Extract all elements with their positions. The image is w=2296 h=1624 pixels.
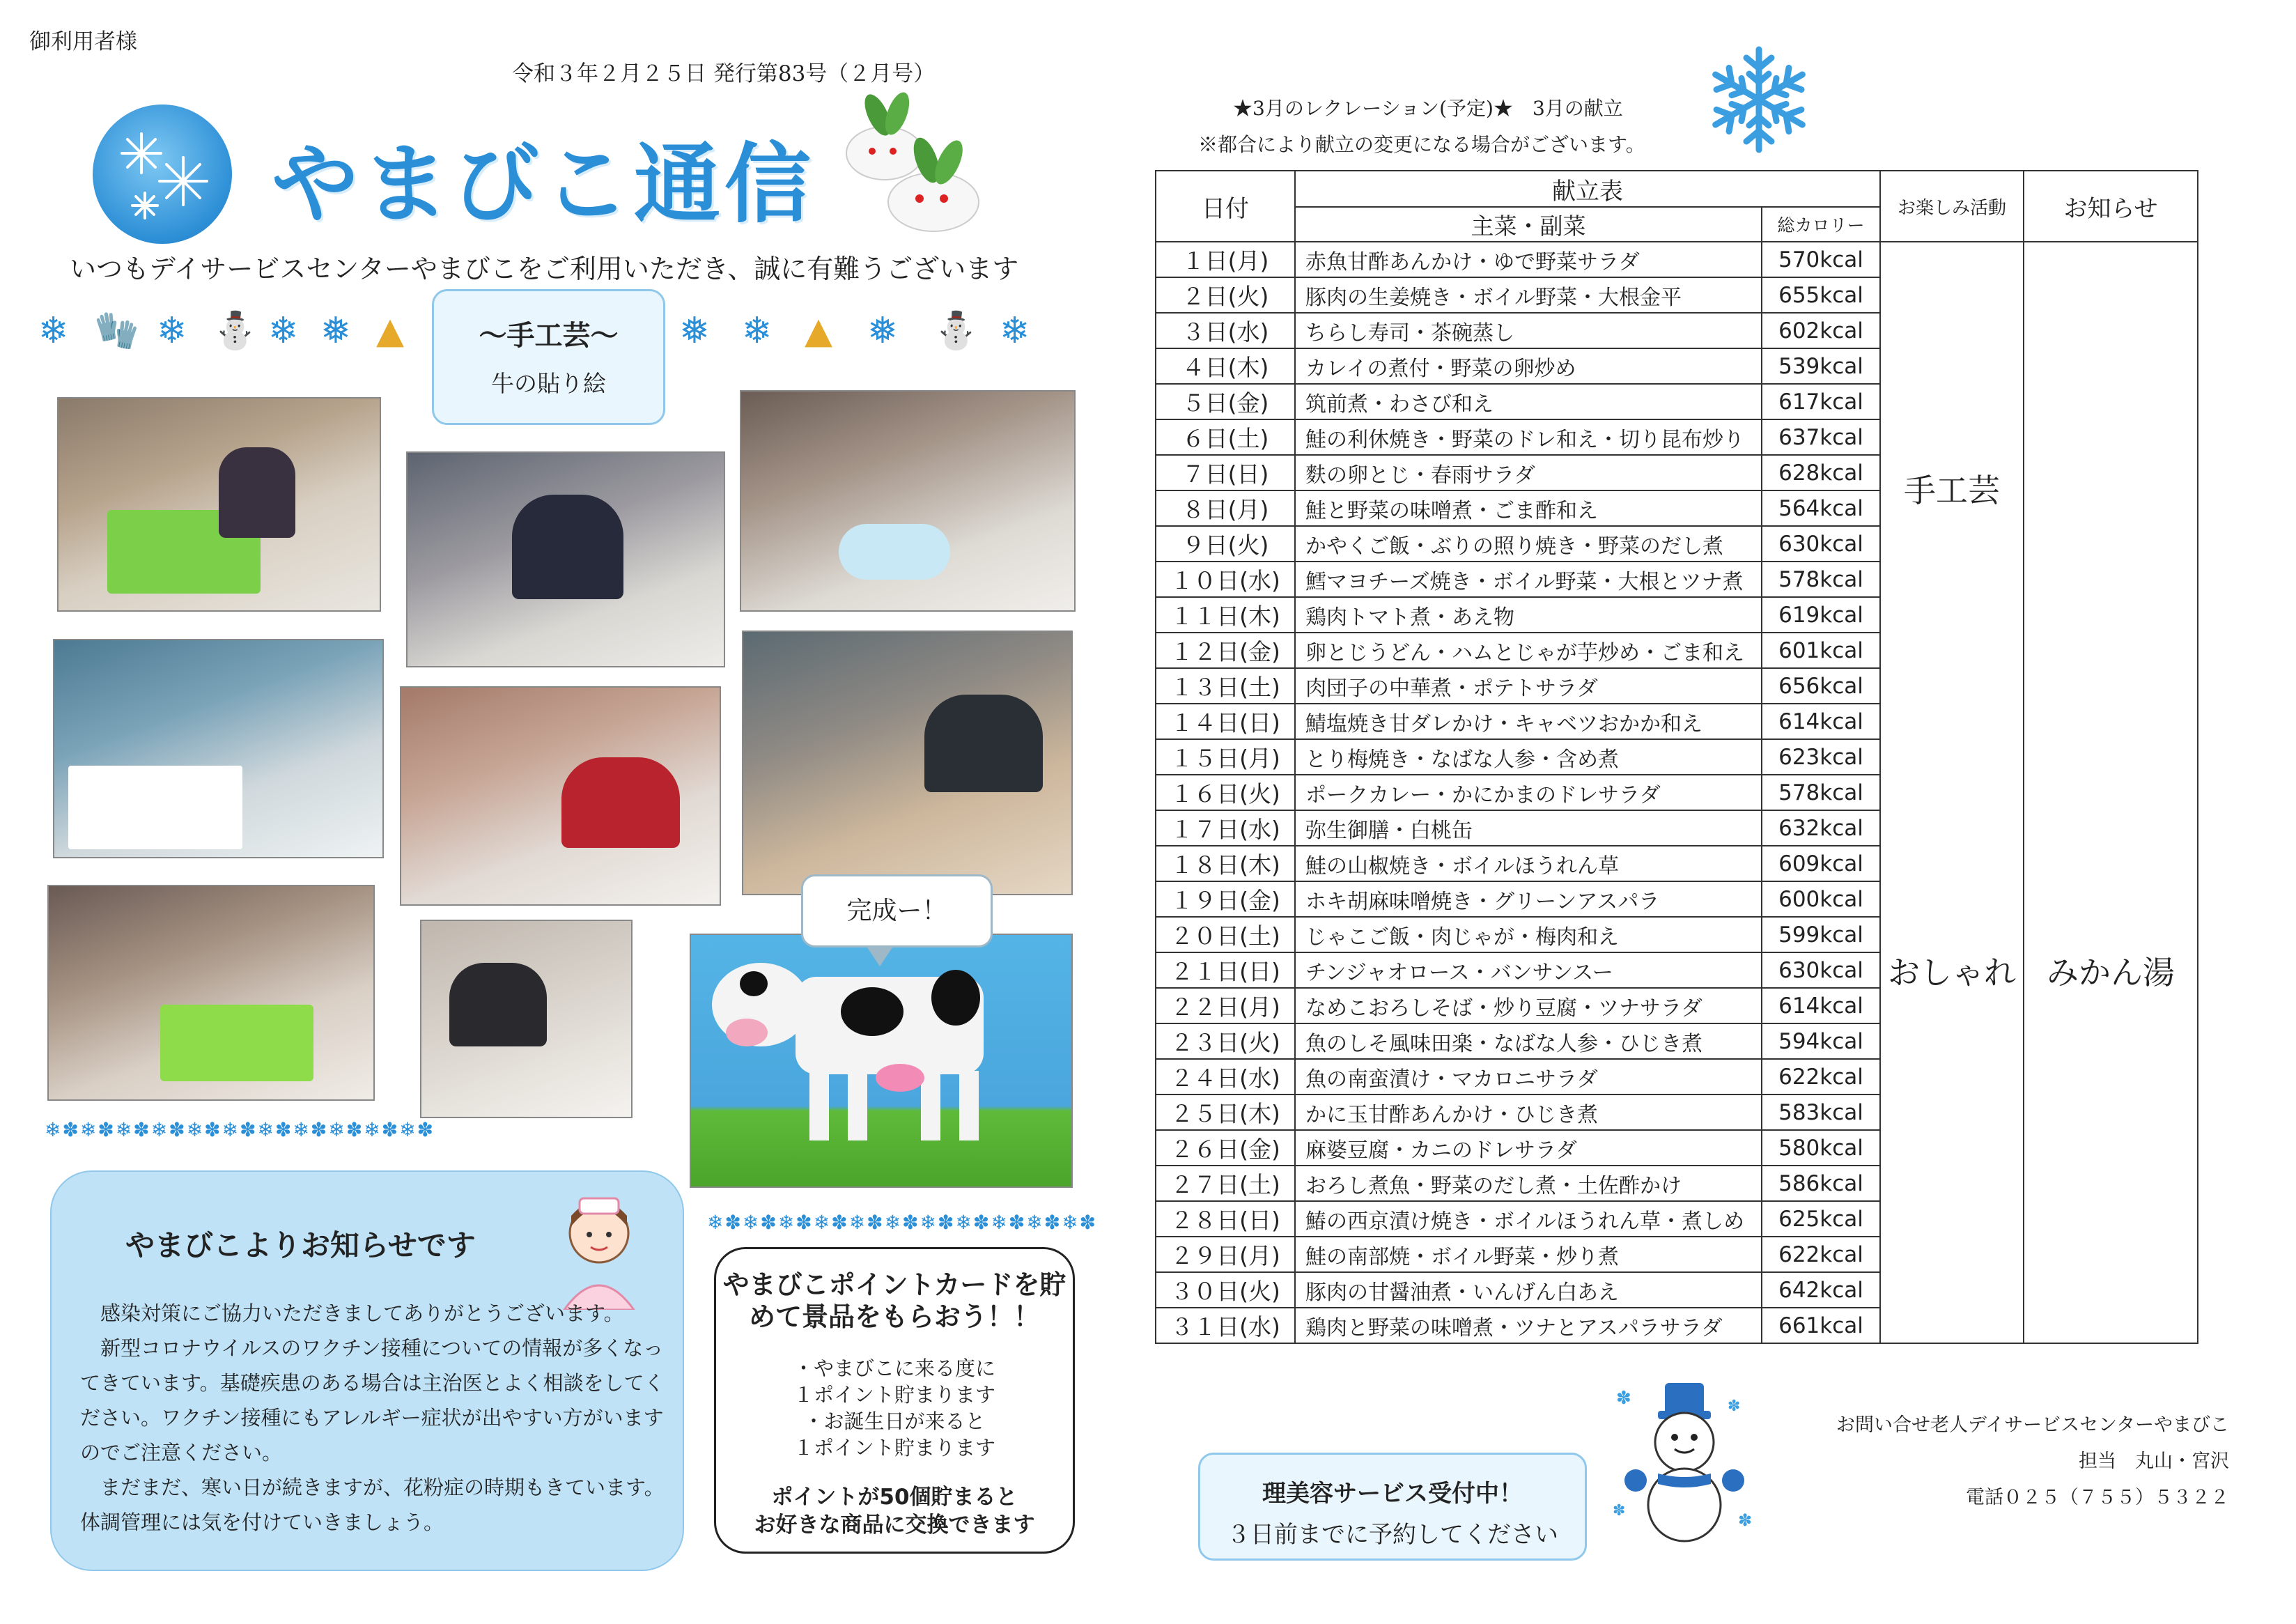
menu-dish: 鮭の南部焼・ボイル野菜・炒り煮 <box>1295 1237 1762 1272</box>
menu-date: １４日(日) <box>1156 704 1295 739</box>
menu-change-note: ※都合により献立の変更になる場合がございます。 <box>1198 133 1645 156</box>
calorie-header: 総カロリー <box>1762 207 1880 242</box>
completion-bubble: 完成ー！ <box>801 874 993 948</box>
activity-craft: 手工芸 <box>1904 472 2000 509</box>
menu-date: ２１日(日) <box>1156 952 1295 988</box>
menu-dish: 魚の南蛮漬け・マカロニサラダ <box>1295 1059 1762 1095</box>
points-card-footer-line: ポイントが50個貯まると <box>771 1485 1018 1510</box>
menu-calories: 614kcal <box>1762 988 1880 1023</box>
menu-body <box>1156 242 2198 1343</box>
menu-dish: 魚のしそ風味田楽・なばな人参・ひじき煮 <box>1295 1023 1762 1059</box>
svg-text:✽: ✽ <box>1613 1502 1626 1519</box>
craft-label-box <box>432 289 665 425</box>
contact-line: 電話０２５（７５５）５３２２ <box>1966 1487 2229 1508</box>
recipient-label: 御利用者様 <box>29 29 137 54</box>
activity-photo <box>53 639 384 858</box>
menu-date: １０日(水) <box>1156 562 1295 597</box>
menu-date: １７日(水) <box>1156 810 1295 846</box>
menu-dish: 鶏肉トマト煮・あえ物 <box>1295 597 1762 633</box>
menu-dish: かやくご飯・ぶりの照り焼き・野菜のだし煮 <box>1295 526 1762 562</box>
menu-dish: 豚肉の甘醤油煮・いんげん白あえ <box>1295 1272 1762 1308</box>
recreation-heading: ★3月のレクレーション(予定)★ 3月の献立 <box>1233 97 1623 120</box>
menu-dish: なめこおろしそば・炒り豆腐・ツナサラダ <box>1295 988 1762 1023</box>
menu-date: ８日(月) <box>1156 490 1295 526</box>
activity-photo <box>742 631 1073 895</box>
menu-calories: 619kcal <box>1762 597 1880 633</box>
menu-calories: 586kcal <box>1762 1166 1880 1201</box>
menu-date: ２５日(木) <box>1156 1095 1295 1130</box>
craft-title: ～手工芸～ <box>479 320 619 352</box>
menu-calories: 637kcal <box>1762 419 1880 455</box>
points-card-line: １ポイント貯まります <box>793 1383 995 1407</box>
menu-dish: 筑前煮・わさび和え <box>1295 384 1762 419</box>
menu-calories: 583kcal <box>1762 1095 1880 1130</box>
menu-calories: 601kcal <box>1762 633 1880 668</box>
menu-dish: 鶏肉と野菜の味噌煮・ツナとアスパラサラダ <box>1295 1308 1762 1343</box>
menu-date: １６日(火) <box>1156 775 1295 810</box>
menu-date: １９日(金) <box>1156 881 1295 917</box>
points-card-title: やまびこポイントカードを貯めて景品をもらおう！！ <box>722 1269 1066 1332</box>
activity-photo <box>740 390 1076 612</box>
menu-dish: 卵とじうどん・ハムとじゃが芋炒め・ごま和え <box>1295 633 1762 668</box>
activity-column <box>1880 242 2024 1343</box>
menu-dish: チンジャオロース・バンサンスー <box>1295 952 1762 988</box>
menu-dish: ホキ胡麻味噌焼き・グリーンアスパラ <box>1295 881 1762 917</box>
menu-calories: 539kcal <box>1762 348 1880 384</box>
menu-dish: 鮭の利休焼き・野菜のドレ和え・切り昆布炒り <box>1295 419 1762 455</box>
snowflake-divider: ❄✽❄✽❄✽❄✽❄✽❄✽❄✽❄✽❄✽❄✽❄✽ <box>45 1118 435 1141</box>
menu-date: ２４日(水) <box>1156 1059 1295 1095</box>
menu-calories: 602kcal <box>1762 313 1880 348</box>
menu-dish: ちらし寿司・茶碗蒸し <box>1295 313 1762 348</box>
snowman-icon: ⛄ <box>212 310 258 352</box>
svg-text:✽: ✽ <box>1738 1510 1753 1530</box>
notice-body <box>80 1296 665 1540</box>
snowflake-circle-icon <box>93 105 232 244</box>
points-card-box <box>714 1247 1075 1554</box>
menu-dish: 豚肉の生姜焼き・ボイル野菜・大根金平 <box>1295 277 1762 313</box>
menu-calories: 655kcal <box>1762 277 1880 313</box>
salon-service-box <box>1198 1453 1587 1561</box>
notice-paragraph: 感染対策にご協力いただきましてありがとうございます。 <box>100 1301 624 1325</box>
points-card-footer <box>716 1483 1073 1539</box>
menu-calories: 622kcal <box>1762 1059 1880 1095</box>
menu-date: ２日(火) <box>1156 277 1295 313</box>
menu-calories: 628kcal <box>1762 455 1880 490</box>
svg-text:✽: ✽ <box>1616 1388 1631 1409</box>
activity-fashion: おしゃれ <box>1888 954 2016 991</box>
knit-hat-icon: ▲ <box>376 310 404 352</box>
points-card-body <box>716 1355 1073 1461</box>
activity-photo <box>406 451 725 667</box>
menu-calories: 656kcal <box>1762 668 1880 704</box>
menu-date: ３日(水) <box>1156 313 1295 348</box>
menu-calories: 599kcal <box>1762 917 1880 952</box>
salon-line: ３日前までに予約してください <box>1227 1521 1558 1549</box>
menu-date: １８日(木) <box>1156 846 1295 881</box>
points-card-line: １ポイント貯まります <box>793 1436 995 1460</box>
points-card-line: ・やまびこに来る度に <box>793 1356 995 1380</box>
menu-header: 献立表 <box>1295 171 1880 207</box>
tagline: いつもデイサービスセンターやまびこをご利用いただき、誠に有難うございます <box>70 254 1019 284</box>
menu-calories: 623kcal <box>1762 739 1880 775</box>
contact-line: 担当 丸山・宮沢 <box>2079 1451 2229 1472</box>
menu-dish: 鯖塩焼き甘ダレかけ・キャベツおかか和え <box>1295 704 1762 739</box>
menu-calories: 578kcal <box>1762 562 1880 597</box>
points-card-line: ・お誕生日が来ると <box>803 1409 986 1433</box>
craft-subtitle: 牛の貼り絵 <box>491 370 606 397</box>
points-card-footer-line: お好きな商品に交換できます <box>754 1513 1035 1538</box>
svg-text:✽: ✽ <box>1728 1398 1741 1415</box>
menu-calories: 614kcal <box>1762 704 1880 739</box>
info-column <box>2024 242 2198 1343</box>
snowflake-icon: ❄ <box>1000 310 1030 352</box>
menu-calories: 625kcal <box>1762 1201 1880 1237</box>
snowman-icon: ⛄ <box>933 310 979 352</box>
menu-calories: 661kcal <box>1762 1308 1880 1343</box>
menu-dish: 弥生御膳・白桃缶 <box>1295 810 1762 846</box>
info-mikan-bath: みかん湯 <box>2047 954 2175 991</box>
contact-info <box>1790 1407 2229 1516</box>
menu-calories: 570kcal <box>1762 242 1880 277</box>
snowflake-icon: ❅ <box>320 310 351 352</box>
menu-date: ７日(日) <box>1156 455 1295 490</box>
notice-paragraph: まだまだ、寒い日が続きますが、花粉症の時期もきています。体調管理には気を付けていきましょう。 <box>80 1476 665 1534</box>
snowflake-divider: ❄✽❄✽❄✽❄✽❄✽❄✽❄✽❄✽❄✽❄✽❄✽ <box>707 1211 1098 1234</box>
menu-dish: 鰆の西京漬け焼き・ボイルほうれん草・煮しめ <box>1295 1201 1762 1237</box>
menu-dish: 鮭と野菜の味噌煮・ごま酢和え <box>1295 490 1762 526</box>
menu-date: ２０日(土) <box>1156 917 1295 952</box>
info-header: お知らせ <box>2024 171 2198 242</box>
menu-dish: 肉団子の中華煮・ポテトサラダ <box>1295 668 1762 704</box>
snowflake-icon: ❄ <box>38 310 69 352</box>
menu-row <box>1156 242 2198 277</box>
knit-hat-icon: ▲ <box>805 310 832 352</box>
menu-dish: とり梅焼き・なばな人参・含め煮 <box>1295 739 1762 775</box>
menu-date: ２９日(月) <box>1156 1237 1295 1272</box>
menu-dish: 赤魚甘酢あんかけ・ゆで野菜サラダ <box>1295 242 1762 277</box>
snowflake-icon: ❄ <box>268 310 299 352</box>
menu-calories: 609kcal <box>1762 846 1880 881</box>
menu-date: ２６日(金) <box>1156 1130 1295 1166</box>
menu-calories: 564kcal <box>1762 490 1880 526</box>
menu-dish: 麻婆豆腐・カニのドレサラダ <box>1295 1130 1762 1166</box>
menu-dish: 麩の卵とじ・春雨サラダ <box>1295 455 1762 490</box>
menu-dish: 鱈マヨチーズ焼き・ボイル野菜・大根とツナ煮 <box>1295 562 1762 597</box>
newsletter-title: やまびこ通信 <box>272 134 816 235</box>
issue-info: 令和３年２月２５日 発行第83号（２月号） <box>512 61 936 86</box>
notice-paragraph: 新型コロナウイルスのワクチン接種についての情報が多くなってきています。基礎疾患のある場合は主治医とよく相談をしてください。ワクチン接種にもアレルギー症状が出やすい方がいますのでご注意ください。 <box>80 1336 665 1464</box>
date-header: 日付 <box>1156 171 1295 242</box>
snowflake-icon: ❅ <box>867 310 898 352</box>
menu-dish: 鮭の山椒焼き・ボイルほうれん草 <box>1295 846 1762 881</box>
mitten-icon: 🧤 <box>94 310 139 352</box>
notice-title: やまびこよりお知らせです <box>125 1228 476 1262</box>
menu-date: ３１日(水) <box>1156 1308 1295 1343</box>
activity-photo <box>57 397 381 612</box>
menu-calories: 622kcal <box>1762 1237 1880 1272</box>
menu-calories: 594kcal <box>1762 1023 1880 1059</box>
snowflake-icon: ❄ <box>742 310 773 352</box>
menu-date: ２７日(土) <box>1156 1166 1295 1201</box>
activity-photo <box>400 686 721 906</box>
menu-date: ２８日(日) <box>1156 1201 1295 1237</box>
menu-date: ９日(火) <box>1156 526 1295 562</box>
menu-calories: 617kcal <box>1762 384 1880 419</box>
nurse-icon <box>543 1184 655 1310</box>
menu-date: １日(月) <box>1156 242 1295 277</box>
menu-calories: 642kcal <box>1762 1272 1880 1308</box>
menu-dish: ポークカレー・かにかまのドレサラダ <box>1295 775 1762 810</box>
menu-date: １５日(月) <box>1156 739 1295 775</box>
activity-photo <box>420 920 633 1118</box>
menu-calories: 600kcal <box>1762 881 1880 917</box>
snowflake-icon: ❅ <box>679 310 710 352</box>
menu-date: １３日(土) <box>1156 668 1295 704</box>
menu-calories: 632kcal <box>1762 810 1880 846</box>
menu-date: ５日(金) <box>1156 384 1295 419</box>
menu-dish: おろし煮魚・野菜のだし煮・土佐酢かけ <box>1295 1166 1762 1201</box>
main-dish-header: 主菜・副菜 <box>1295 207 1762 242</box>
menu-date: ３０日(火) <box>1156 1272 1295 1308</box>
menu-calories: 578kcal <box>1762 775 1880 810</box>
menu-calories: 580kcal <box>1762 1130 1880 1166</box>
menu-date: １２日(金) <box>1156 633 1295 668</box>
menu-dish: カレイの煮付・野菜の卵炒め <box>1295 348 1762 384</box>
menu-calories: 630kcal <box>1762 952 1880 988</box>
contact-line: お問い合せ老人デイサービスセンターやまびこ <box>1836 1414 2229 1436</box>
menu-dish: かに玉甘酢あんかけ・ひじき煮 <box>1295 1095 1762 1130</box>
snowman-icon <box>1609 1376 1762 1543</box>
menu-table <box>1155 170 2198 1344</box>
menu-date: ２２日(月) <box>1156 988 1295 1023</box>
activity-header: お楽しみ活動 <box>1880 171 2024 242</box>
salon-line: 理美容サービス受付中！ <box>1262 1480 1523 1508</box>
menu-dish: じゃこご飯・肉じゃが・梅肉和え <box>1295 917 1762 952</box>
snowflake-icon <box>1700 40 1818 159</box>
menu-date: ４日(木) <box>1156 348 1295 384</box>
menu-date: ６日(土) <box>1156 419 1295 455</box>
menu-calories: 630kcal <box>1762 526 1880 562</box>
cow-artwork-photo <box>690 934 1073 1188</box>
snow-rabbit-icon <box>836 87 989 240</box>
activity-photo <box>47 885 375 1101</box>
menu-date: １１日(木) <box>1156 597 1295 633</box>
snowflake-icon: ❄ <box>157 310 187 352</box>
menu-date: ２３日(火) <box>1156 1023 1295 1059</box>
